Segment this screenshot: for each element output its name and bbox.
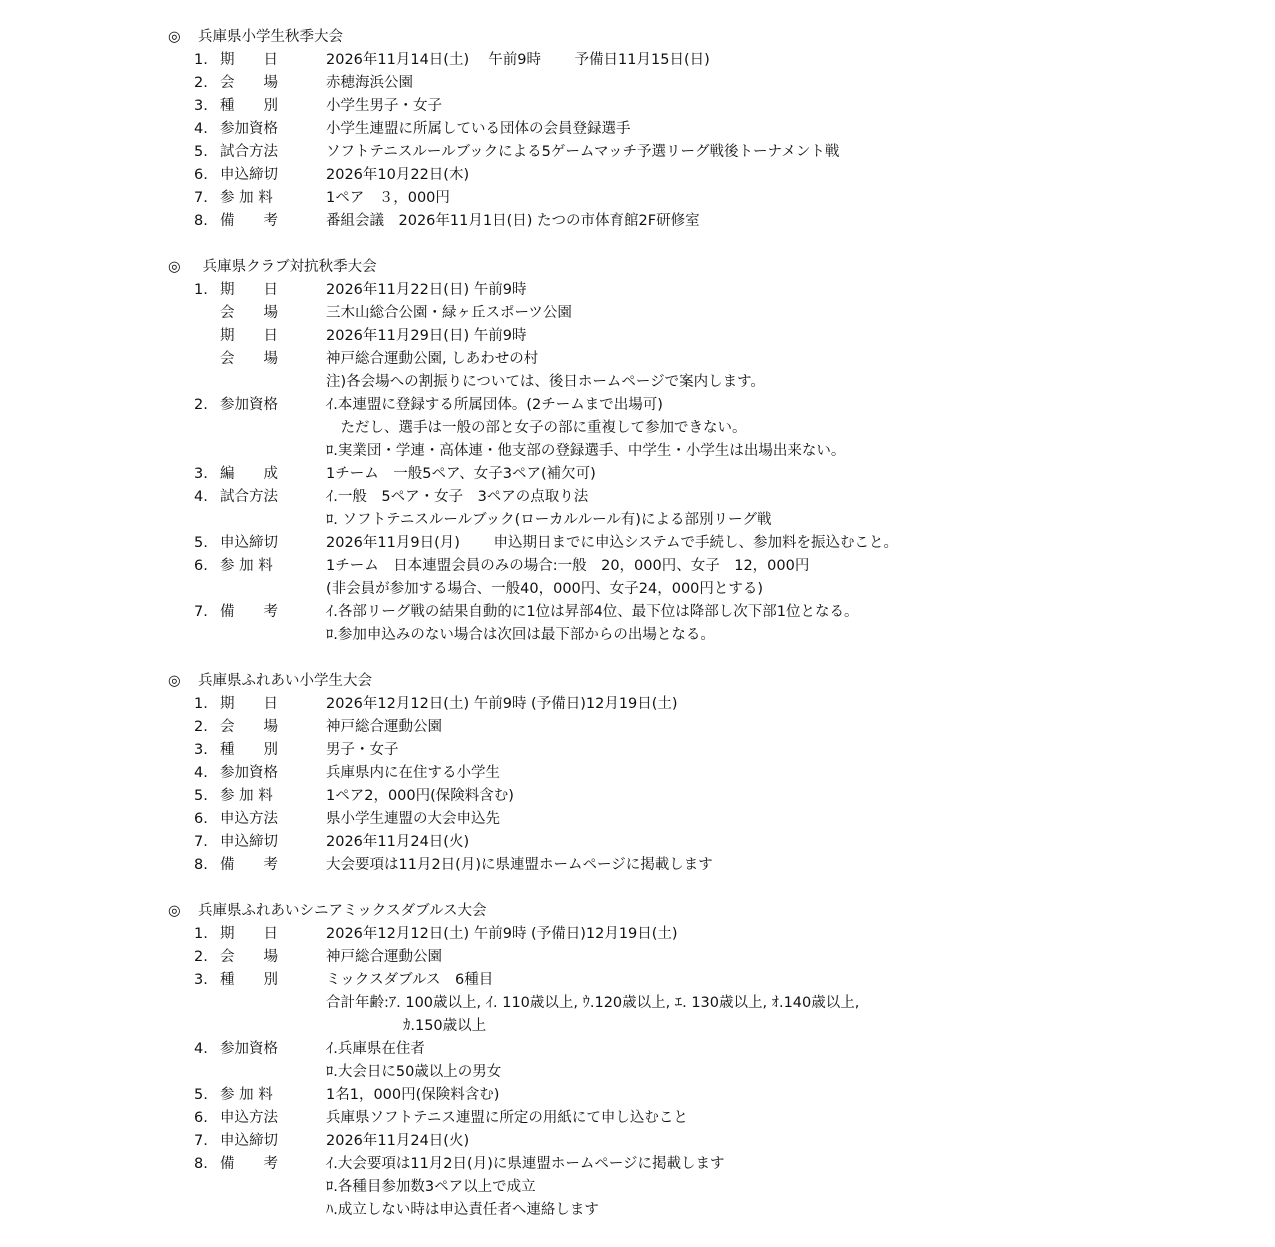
item-label: 会 場 — [220, 351, 278, 367]
item-number: 6. — [194, 811, 208, 827]
item-number: 7. — [194, 1133, 208, 1149]
item-value: 2026年12月12日(土) 午前9時 (予備日)12月19日(土) — [326, 696, 678, 712]
item-value: ﾛ.実業団・学連・高体連・他支部の登録選手、中学生・小学生は出場出来ない。 — [326, 443, 846, 459]
item-value: ｲ.大会要項は11月2日(月)に県連盟ホームページに掲載します — [326, 1156, 725, 1172]
item-value: ﾛ.各種目参加数3ペア以上で成立 — [326, 1179, 536, 1195]
item-row — [168, 969, 1128, 992]
item-row — [168, 762, 1128, 785]
item-label: 会 場 — [220, 949, 278, 965]
item-value: 小学生男子・女子 — [326, 98, 442, 114]
double-circle-icon: ◎ — [168, 259, 181, 275]
item-number: 5. — [194, 144, 208, 160]
item-row — [168, 1084, 1128, 1107]
item-value: 兵庫県内に在住する小学生 — [326, 765, 500, 781]
item-row — [168, 923, 1128, 946]
item-label: 種 別 — [220, 742, 278, 758]
item-value: 兵庫県ソフトテニス連盟に所定の用紙にて申し込むこと — [326, 1110, 688, 1126]
item-number: 8. — [194, 213, 208, 229]
item-row — [168, 854, 1128, 877]
item-number: 2. — [194, 397, 208, 413]
item-value: ただし、選手は一般の部と女子の部に重複して参加できない。 — [326, 420, 747, 436]
item-number: 7. — [194, 604, 208, 620]
item-row — [168, 141, 1128, 164]
item-row — [168, 95, 1128, 118]
item-row — [168, 486, 1128, 509]
double-circle-icon: ◎ — [168, 29, 181, 45]
item-value: 小学生連盟に所属している団体の会員登録選手 — [326, 121, 631, 137]
item-number: 5. — [194, 788, 208, 804]
item-label: 申込締切 — [220, 1133, 278, 1149]
item-number: 4. — [194, 1041, 208, 1057]
item-label: 参加資格 — [220, 765, 278, 781]
item-label: 期 日 — [220, 282, 278, 298]
item-row — [168, 463, 1128, 486]
item-value: 注)各会場への割振りについては、後日ホームページで案内します。 — [326, 374, 765, 390]
item-number: 8. — [194, 1156, 208, 1172]
item-label: 申込締切 — [220, 834, 278, 850]
item-value: ﾛ.大会日に50歳以上の男女 — [326, 1064, 502, 1080]
item-value: 2026年11月24日(火) — [326, 1133, 470, 1149]
item-row — [168, 302, 1128, 325]
item-value: (非会員が参加する場合、一般40，000円、女子24，000円とする) — [326, 581, 764, 597]
item-row — [168, 693, 1128, 716]
item-row — [168, 555, 1128, 578]
item-number: 2. — [194, 75, 208, 91]
item-value: ｲ.本連盟に登録する所属団体。(2チームまで出場可) — [326, 397, 663, 413]
item-row — [168, 1176, 1128, 1199]
item-value: 神戸総合運動公園 — [326, 949, 442, 965]
item-number: 6. — [194, 167, 208, 183]
item-value: 三木山総合公園・緑ヶ丘スポーツ公園 — [326, 305, 572, 321]
item-row — [168, 578, 1128, 601]
item-label: 参 加 料 — [220, 190, 273, 206]
section-title — [168, 670, 1128, 693]
item-row — [168, 1199, 1128, 1222]
item-value: 1ペア ３，000円 — [326, 190, 450, 206]
item-row — [168, 348, 1128, 371]
item-label: 参 加 料 — [220, 788, 273, 804]
item-number: 1. — [194, 696, 208, 712]
item-number: 3. — [194, 972, 208, 988]
item-value: 2026年11月24日(火) — [326, 834, 470, 850]
item-label: 参加資格 — [220, 1041, 278, 1057]
item-label: 期 日 — [220, 328, 278, 344]
item-row — [168, 509, 1128, 532]
item-number: 7. — [194, 190, 208, 206]
section-title-text: 兵庫県クラブ対抗秋季大会 — [198, 259, 377, 275]
item-label: 参 加 料 — [220, 558, 273, 574]
item-label: 期 日 — [220, 696, 278, 712]
section-title — [168, 900, 1128, 923]
item-value: ﾊ.成立しない時は申込責任者へ連絡します — [326, 1202, 599, 1218]
item-value: 2026年11月14日(土) 午前9時 予備日11月15日(日) — [326, 52, 710, 68]
item-number: 5. — [194, 1087, 208, 1103]
item-number: 4. — [194, 121, 208, 137]
item-row — [168, 808, 1128, 831]
item-row — [168, 118, 1128, 141]
item-value: 神戸総合運動公園 — [326, 719, 442, 735]
item-row — [168, 394, 1128, 417]
item-number: 1. — [194, 926, 208, 942]
item-label: 参加資格 — [220, 121, 278, 137]
item-label: 会 場 — [220, 305, 278, 321]
item-number: 2. — [194, 719, 208, 735]
item-label: 参加資格 — [220, 397, 278, 413]
item-value: 2026年11月22日(日) 午前9時 — [326, 282, 527, 298]
item-row — [168, 1038, 1128, 1061]
item-value: 合計年齢:ｱ. 100歳以上, ｲ. 110歳以上, ｳ.120歳以上, ｴ. 130歳以上, ｵ.140歳以上, — [326, 995, 860, 1011]
item-label: 申込締切 — [220, 535, 278, 551]
item-label: 会 場 — [220, 75, 278, 91]
item-number: 3. — [194, 98, 208, 114]
section-fureai-elementary — [168, 670, 1128, 877]
item-row — [168, 601, 1128, 624]
item-number: 3. — [194, 742, 208, 758]
section-elementary-autumn — [168, 26, 1128, 233]
item-number: 4. — [194, 489, 208, 505]
item-value: 1ペア2，000円(保険料含む) — [326, 788, 514, 804]
item-value: 2026年10月22日(木) — [326, 167, 470, 183]
item-row — [168, 210, 1128, 233]
item-value: ｶ.150歳以上 — [326, 1018, 487, 1034]
item-row — [168, 440, 1128, 463]
item-number: 1. — [194, 52, 208, 68]
item-value: 神戸総合運動公園, しあわせの村 — [326, 351, 539, 367]
item-row — [168, 187, 1128, 210]
item-number: 2. — [194, 949, 208, 965]
item-number: 6. — [194, 558, 208, 574]
item-row — [168, 325, 1128, 348]
item-number: 6. — [194, 1110, 208, 1126]
item-row — [168, 992, 1128, 1015]
item-label: 種 別 — [220, 98, 278, 114]
item-row — [168, 1130, 1128, 1153]
item-value: ｲ.一般 5ペア・女子 3ペアの点取り法 — [326, 489, 589, 505]
item-row — [168, 164, 1128, 187]
item-value: 番組会議 2026年11月1日(日) たつの市体育館2F研修室 — [326, 213, 700, 229]
item-number: 5. — [194, 535, 208, 551]
item-row — [168, 72, 1128, 95]
item-label: 備 考 — [220, 857, 278, 873]
item-label: 会 場 — [220, 719, 278, 735]
item-row — [168, 716, 1128, 739]
item-row — [168, 371, 1128, 394]
section-club-autumn — [168, 256, 1128, 647]
item-number: 8. — [194, 857, 208, 873]
item-row — [168, 946, 1128, 969]
item-number: 1. — [194, 282, 208, 298]
item-value: 1名1，000円(保険料含む) — [326, 1087, 500, 1103]
item-label: 申込方法 — [220, 811, 278, 827]
item-row — [168, 785, 1128, 808]
item-value: 2026年11月9日(月) 申込期日までに申込システムで手続し、参加料を振込むこと。 — [326, 535, 899, 551]
item-value: 大会要項は11月2日(月)に県連盟ホームページに掲載します — [326, 857, 713, 873]
item-value: 2026年12月12日(土) 午前9時 (予備日)12月19日(土) — [326, 926, 678, 942]
section-title — [168, 26, 1128, 49]
item-value: 赤穂海浜公園 — [326, 75, 413, 91]
item-label: 試合方法 — [220, 489, 278, 505]
double-circle-icon: ◎ — [168, 673, 181, 689]
item-number: 3. — [194, 466, 208, 482]
item-row — [168, 1107, 1128, 1130]
section-title-text: 兵庫県ふれあい小学生大会 — [198, 673, 372, 689]
item-value: ｲ.兵庫県在住者 — [326, 1041, 425, 1057]
item-row — [168, 739, 1128, 762]
item-label: 編 成 — [220, 466, 278, 482]
item-label: 参 加 料 — [220, 1087, 273, 1103]
item-value: 県小学生連盟の大会申込先 — [326, 811, 500, 827]
item-label: 備 考 — [220, 604, 278, 620]
item-value: ﾛ.参加申込みのない場合は次回は最下部からの出場となる。 — [326, 627, 715, 643]
item-value: ﾛ. ソフトテニスルールブック(ローカルルール有)による部別リーグ戦 — [326, 512, 772, 528]
item-row — [168, 1061, 1128, 1084]
item-value: 1チーム 一般5ペア、女子3ペア(補欠可) — [326, 466, 596, 482]
item-label: 申込締切 — [220, 167, 278, 183]
item-value: ソフトテニスルールブックによる5ゲームマッチ予選リーグ戦後トーナメント戦 — [326, 144, 840, 160]
item-label: 備 考 — [220, 1156, 278, 1172]
item-label: 期 日 — [220, 926, 278, 942]
section-title — [168, 256, 1128, 279]
item-value: 1チーム 日本連盟会員のみの場合:一般 20，000円、女子 12，000円 — [326, 558, 810, 574]
item-row — [168, 1015, 1128, 1038]
item-label: 期 日 — [220, 52, 278, 68]
item-row — [168, 1153, 1128, 1176]
item-value: 2026年11月29日(日) 午前9時 — [326, 328, 527, 344]
item-label: 試合方法 — [220, 144, 278, 160]
item-row — [168, 279, 1128, 302]
item-row — [168, 417, 1128, 440]
item-number: 7. — [194, 834, 208, 850]
item-label: 備 考 — [220, 213, 278, 229]
item-value: ミックスダブルス 6種目 — [326, 972, 494, 988]
item-label: 申込方法 — [220, 1110, 278, 1126]
item-label: 種 別 — [220, 972, 278, 988]
item-value: 男子・女子 — [326, 742, 399, 758]
item-value: ｲ.各部リーグ戦の結果自動的に1位は昇部4位、最下位は降部し次下部1位となる。 — [326, 604, 859, 620]
section-title-text: 兵庫県ふれあいシニアミックスダブルス大会 — [198, 903, 487, 919]
double-circle-icon: ◎ — [168, 903, 181, 919]
section-title-text: 兵庫県小学生秋季大会 — [198, 29, 343, 45]
item-row — [168, 532, 1128, 555]
item-row — [168, 624, 1128, 647]
item-number: 4. — [194, 765, 208, 781]
section-fureai-senior-mixed — [168, 900, 1128, 1222]
item-row — [168, 49, 1128, 72]
item-row — [168, 831, 1128, 854]
